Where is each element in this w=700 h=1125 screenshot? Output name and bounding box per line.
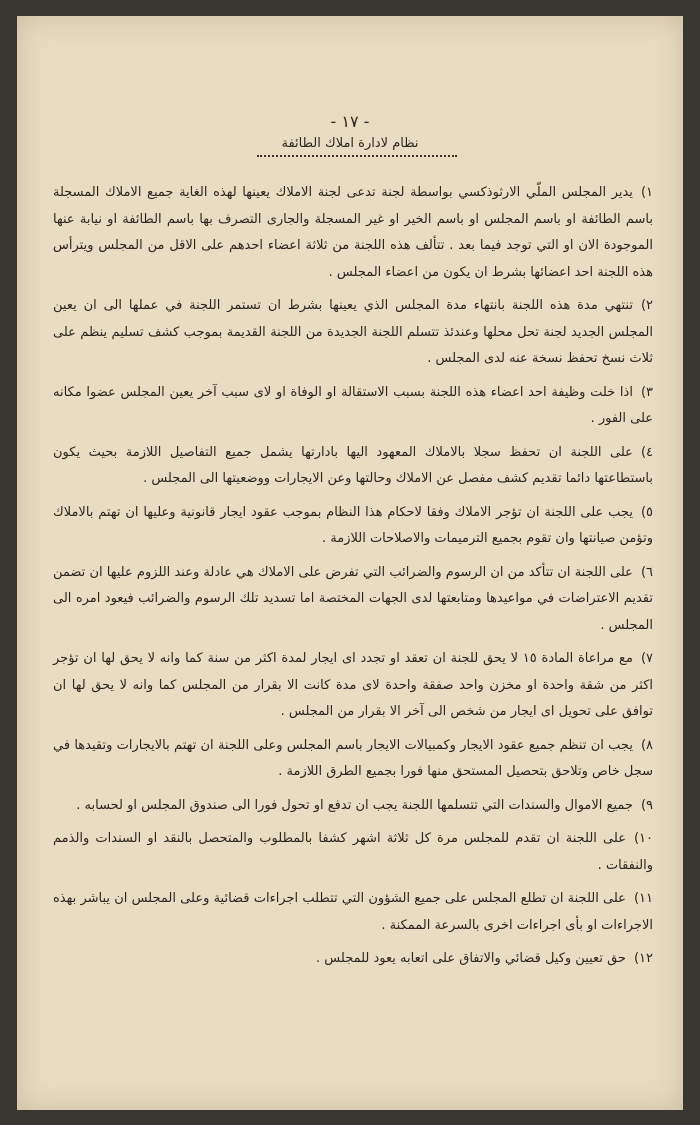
clause-text: على اللجنة ان تحفظ سجلا بالاملاك المعهود اليها بادارتها يشمل جميع التفاصيل اللازمة بحيث يكون باستطاعتها دائما تقديم كشف مفصل عن الاملاك وحالتها وعن الايجارات ووضعيتها الى المجلس .: [53, 444, 653, 486]
clause-number: ٥): [640, 504, 653, 520]
page-number: - ١٧ -: [330, 112, 370, 131]
page-title: نظام لادارة املاك الطائفة: [281, 136, 419, 151]
document-page: [17, 16, 683, 1110]
clause-text: حق تعيين وكيل قضائي والاتفاق على اتعابه يعود للمجلس .: [316, 951, 626, 966]
clause-9: [53, 793, 653, 820]
clause-number: ١١): [633, 891, 653, 906]
clause-number: ١٠): [633, 831, 653, 846]
clause-number: ١٢): [633, 951, 653, 966]
clause-number: ٢): [640, 298, 653, 313]
clause-number: ٨): [640, 737, 653, 753]
clause-text: على اللجنة ان تطلع المجلس على جميع الشؤون التي تتطلب اجراءات قضائية وعلى المجلس ان يباشر بهذه الاجراءات او بأى اجراءات اخرى بالسرعة الممكنة .: [53, 891, 653, 933]
clause-number: ١): [640, 185, 653, 200]
clause-number: ٧): [640, 651, 653, 666]
clause-text: على اللجنة ان تتأكد من ان الرسوم والضرائب التي تفرض على الاملاك هي عادلة وعند اللزوم عليها ان تضمن تقديم الاعتراضات في مواعيدها ومتابعتها لدى الجهات المختصة اما تسديد تلك الرسوم والضرائب فيعود امره الى المجلس .: [53, 564, 653, 633]
clause-number: ٤): [640, 444, 653, 460]
clause-text: اذا خلت وظيفة احد اعضاء هذه اللجنة بسبب الاستقالة او الوفاة او لاى سبب آخر يعين المجلس عضوا مكانه على الفور .: [53, 384, 653, 426]
clause-number: ٦): [640, 564, 653, 580]
clause-text: مع مراعاة المادة ١٥ لا يحق للجنة ان تعقد او تجدد اى ايجار لمدة اكثر من سنة كما وانه لا يحق لها ان تؤجر اكثر من شقة واحدة او مخزن واحد صفقة واحدة لاى مدة كانت الا بقرار من المجلس كما وانه لا يحق لها ان توافق على تحويل اى ايجار من شخص الى آخر الا بقرار من المجلس .: [53, 651, 653, 719]
clause-10: [53, 826, 653, 879]
clause-1: [53, 180, 653, 286]
clause-8: [53, 733, 653, 786]
clause-text: تنتهي مدة هذه اللجنة بانتهاء مدة المجلس الذي يعينها بشرط ان تستمر اللجنة في عملها الى ان يعين المجلس الجديد لجنة تحل محلها وعندئذ تتسلم اللجنة الجديدة من اللجنة القديمة بموجب كشف تسليم ينظم على ثلاث نسخ تحفظ نسخة عنه لدى المجلس .: [53, 298, 653, 366]
clause-text: على اللجنة ان تقدم للمجلس مرة كل ثلاثة اشهر كشفا بالمطلوب والمتحصل بالنقد او السندات والذمم والنفقات .: [53, 831, 653, 873]
document-body: [53, 180, 653, 980]
clause-4: [53, 440, 653, 493]
clause-5: [53, 500, 653, 553]
clause-text: يجب ان تنظم جميع عقود الايجار وكمبيالات الايجار باسم المجلس وعلى اللجنة ان تهتم بالايجارات وتقيدها في سجل خاص وتلاحق بتحصيل المستحق منها فورا بجميع الطرق اللازمة .: [53, 737, 653, 779]
clause-11: [53, 886, 653, 939]
clause-2: [53, 293, 653, 373]
clause-number: ٩): [640, 797, 653, 813]
clause-3: [53, 380, 653, 433]
clause-6: [53, 560, 653, 640]
clause-number: ٣): [640, 384, 653, 400]
clause-text: يدير المجلس الملّي الارثوذكسي بواسطة لجنة تدعى لجنة الاملاك يعينها لهذه الغاية جميع الاملاك المسجلة باسم الطائفة او باسم المجلس او باسم الخير او غير المسجلة والجارى التصرف بها باسم الطائفة او نيابة عنها الموجودة الان او التي توجد فيما بعد . تتألف هذه اللجنة من ثلاثة اعضاء احدهم على الاقل من المجلس ويترأس هذه اللجنة احد اعضائها بشرط ان يكون من اعضاء المجلس .: [53, 185, 653, 280]
clause-text: يجب على اللجنة ان تؤجر الاملاك وفقا لاحكام هذا النظام بموجب عقود ايجار قانونية وعليها ان تهتم بالاملاك وتؤمن صيانتها وان تقوم بجميع الترميمات والاصلاحات اللازمة .: [53, 504, 653, 546]
clause-7: [53, 646, 653, 726]
clause-12: [53, 946, 653, 973]
clause-text: جميع الاموال والسندات التي تتسلمها اللجنة يجب ان تدفع او تحول فورا الى صندوق المجلس او لحسابه .: [76, 797, 633, 813]
title-underline: [257, 155, 457, 157]
